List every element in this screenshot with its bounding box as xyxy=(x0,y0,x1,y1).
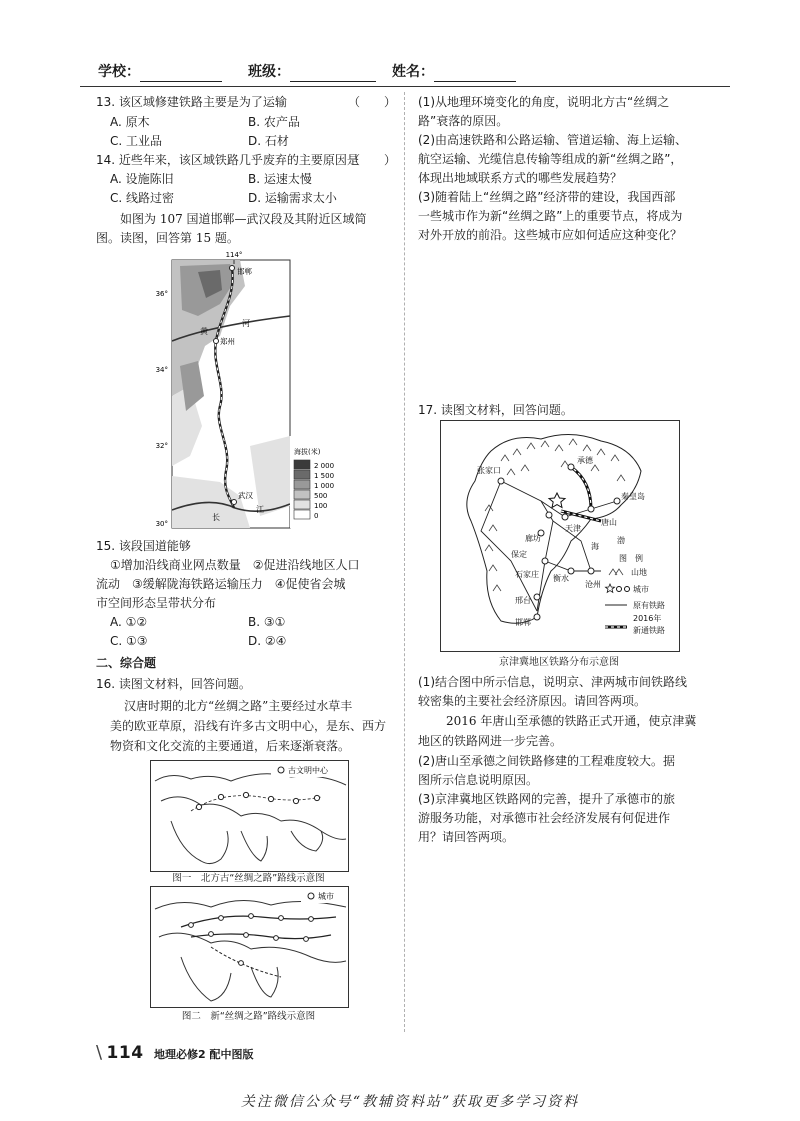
q15-option-d: D. ②④ xyxy=(248,634,287,648)
page-footer: \ 114 地理必修2 配中图版 xyxy=(96,1042,254,1063)
q16-material-line-2: 美的欧亚草原，沿线有许多古文明中心，是东、西方 xyxy=(110,719,387,733)
q15-item-line-3: 市空间形态呈带状分布 xyxy=(96,596,217,610)
river-label-jiang: 江 xyxy=(256,505,264,514)
jjj-legend-title: 图 例 xyxy=(619,554,643,563)
q15-option-c: C. ①③ xyxy=(110,634,148,648)
q15-stem: 15. 该段国道能够 xyxy=(96,539,191,553)
q17-part1-line-1: (1)结合图中所示信息，说明京、津两城市间铁路线 xyxy=(418,675,687,689)
elevation-legend-title: 海拔(米) xyxy=(294,448,321,456)
city-cangzhou: 沧州 xyxy=(585,580,601,589)
route-107-map-svg xyxy=(150,246,380,532)
jingjinji-railway-svg xyxy=(441,421,679,651)
class-blank[interactable] xyxy=(290,67,376,82)
q13-option-a: A. 原木 xyxy=(110,115,150,129)
q17-part1-line-2: 较密集的主要社会经济原因。请回答两项。 xyxy=(418,694,647,708)
name-blank[interactable] xyxy=(434,67,516,82)
fig1-legend-text: 古文明中心 xyxy=(288,766,328,775)
q13-option-b: B. 农产品 xyxy=(248,115,300,129)
city-chengde: 承德 xyxy=(577,456,593,465)
q14-option-c: C. 线路过密 xyxy=(110,191,175,205)
elevation-swatch xyxy=(294,470,310,479)
q17-part3-line-2: 游服务功能，对承德市社会经济发展有何促进作 xyxy=(418,811,671,825)
ancient-silk-road-svg xyxy=(151,761,348,871)
city-langfang: 廊坊 xyxy=(525,534,541,543)
elevation-value: 500 xyxy=(314,492,328,500)
lat-36-label: 36° xyxy=(155,290,168,298)
q16-stem: 16. 读图文材料，回答问题。 xyxy=(96,677,251,691)
q16-part1-line-1: (1)从地理环境变化的角度，说明北方古“丝绸之 xyxy=(418,95,670,109)
new-silk-road-svg xyxy=(151,887,348,1007)
elevation-value: 1 000 xyxy=(314,482,335,490)
q15-item-line-1: ①增加沿线商业网点数量 ②促进沿线地区人口 xyxy=(110,558,360,572)
elevation-value: 100 xyxy=(314,502,328,510)
fig2-caption: 图二 新“丝绸之路”路线示意图 xyxy=(181,1011,316,1022)
q17-part3-line-3: 用？请回答两项。 xyxy=(418,830,515,844)
elevation-swatch xyxy=(294,500,310,509)
city-xingtai: 邢台 xyxy=(515,596,531,605)
legend-2016-label: 2016年 xyxy=(633,614,662,623)
q15-option-a: A. ①② xyxy=(110,615,148,629)
name-label: 姓名： xyxy=(392,64,434,80)
river-label-chang: 长 xyxy=(212,513,220,522)
fig1-caption: 图一 北方古“丝绸之路”路线示意图 xyxy=(172,873,325,884)
elevation-value: 2 000 xyxy=(314,462,335,470)
elevation-value: 0 xyxy=(314,512,319,520)
q13-answer-paren[interactable]: （ ） xyxy=(348,95,397,109)
section-heading: 二、综合题 xyxy=(96,656,157,670)
city-wuhan: 武汉 xyxy=(238,491,253,500)
promo-note: 关注微信公众号“教辅资料站”获取更多学习资料 xyxy=(240,1094,580,1110)
school-label: 学校： xyxy=(98,64,140,80)
q15-item-line-2: 流动 ③缓解陇海铁路运输压力 ④促使省会城 xyxy=(96,577,346,591)
city-baoding: 保定 xyxy=(511,550,527,559)
q14-stem: 14. 近些年来，该区域铁路几乎废弃的主要原因是 xyxy=(96,153,359,167)
river-label-he: 河 xyxy=(242,319,250,328)
q14-option-d: D. 运输需求太小 xyxy=(248,191,337,205)
q13-option-c: C. 工业品 xyxy=(110,134,163,148)
route-107-map xyxy=(150,246,380,532)
river-label-huang: 黄 xyxy=(200,327,208,336)
elevation-swatch xyxy=(294,510,310,519)
city-tianjin: 天津 xyxy=(565,524,581,533)
lon-114-label: 114° xyxy=(225,251,243,259)
city-shijiazhuang: 石家庄 xyxy=(515,570,539,579)
city-handan-jjj: 邯郸 xyxy=(515,618,531,627)
q14-option-a: A. 设施陈旧 xyxy=(110,172,174,186)
lat-30-label: 30° xyxy=(155,520,168,528)
q16-material-line-3: 物资和文化交流的主要通道，后来逐渐衰落。 xyxy=(110,739,351,753)
sea-label-hai: 海 xyxy=(591,542,599,551)
class-label: 班级： xyxy=(248,64,290,80)
jingjinji-railway-map xyxy=(440,420,680,652)
header-rule xyxy=(80,86,730,87)
elevation-swatch xyxy=(294,460,310,469)
q16-part2-line-3: 体现出地域联系方式的哪些发展趋势？ xyxy=(418,171,623,185)
q17-part2-line-2: 图所示信息说明原因。 xyxy=(418,773,539,787)
q16-part2-line-1: (2)由高速铁路和公路运输、管道运输、海上运输、 xyxy=(418,133,687,147)
q17-material-line-2: 地区的铁路网进一步完善。 xyxy=(418,734,563,748)
school-blank[interactable] xyxy=(140,67,222,82)
column-divider xyxy=(404,92,405,1032)
q15-option-b: B. ③① xyxy=(248,615,286,629)
q17-material-line-1: 2016 年唐山至承德的铁路正式开通，使京津冀 xyxy=(446,714,697,728)
elevation-swatch xyxy=(294,480,310,489)
q16-material-line-1: 汉唐时期的北方“丝绸之路”主要经过水草丰 xyxy=(124,699,353,713)
city-qinhuangdao: 秦皇岛 xyxy=(621,492,645,501)
city-handan: 邯郸 xyxy=(237,267,252,276)
book-title: 地理必修2 配中图版 xyxy=(153,1048,254,1061)
fig2-legend-text: 城市 xyxy=(318,892,334,901)
city-zhengzhou: 郑州 xyxy=(220,337,235,346)
student-info-header xyxy=(90,58,730,84)
legend-mountain: 山地 xyxy=(631,568,647,577)
lat-34-label: 34° xyxy=(155,366,168,374)
city-tangshan: 唐山 xyxy=(601,518,617,527)
name-field xyxy=(392,62,516,82)
page-number: 114 xyxy=(106,1043,144,1063)
q16-part3-line-1: (3)随着陆上“丝绸之路”经济带的建设，我国西部 xyxy=(418,190,676,204)
q16-part2-line-2: 航空运输、光缆信息传输等组成的新“丝绸之路”， xyxy=(418,152,683,166)
elevation-value: 1 500 xyxy=(314,472,335,480)
q17-stem: 17. 读图文材料，回答问题。 xyxy=(418,403,573,417)
new-silk-road-map xyxy=(150,886,349,1008)
lat-32-label: 32° xyxy=(155,442,168,450)
q16-part1-line-2: 路”衰落的原因。 xyxy=(418,114,509,128)
q17-part3-line-1: (3)京津冀地区铁路网的完善，提升了承德市的旅 xyxy=(418,792,675,806)
q13-option-d: D. 石材 xyxy=(248,134,289,148)
city-hengshui: 衡水 xyxy=(553,574,569,583)
ancient-silk-road-map xyxy=(150,760,349,872)
legend-existing-railway: 原有铁路 xyxy=(633,601,665,610)
sea-label-bo: 渤 xyxy=(617,536,625,545)
q16-part3-line-2: 一些城市作为新“丝绸之路”上的重要节点，将成为 xyxy=(418,209,683,223)
q16-part3-line-3: 对外开放的前沿。这些城市应如何适应这种变化？ xyxy=(418,228,683,242)
q14-option-b: B. 运速太慢 xyxy=(248,172,312,186)
q14-answer-paren[interactable]: （ ） xyxy=(348,153,397,167)
q13-stem: 13. 该区域修建铁路主要是为了运输 xyxy=(96,95,287,109)
school-field xyxy=(98,62,222,82)
q17-part2-line-1: (2)唐山至承德之间铁路修建的工程难度较大。据 xyxy=(418,754,675,768)
legend-city: 城市 xyxy=(633,585,649,594)
city-zhangjiakou: 张家口 xyxy=(477,466,501,475)
elevation-swatch xyxy=(294,490,310,499)
jjj-map-caption: 京津冀地区铁路分布示意图 xyxy=(499,657,619,668)
class-field xyxy=(248,62,376,82)
legend-new-railway: 新通铁路 xyxy=(633,626,665,635)
q15-intro: 如图为 107 国道邯郸—武汉段及其附近区域简图。读图，回答第 15 题。 xyxy=(96,212,367,245)
